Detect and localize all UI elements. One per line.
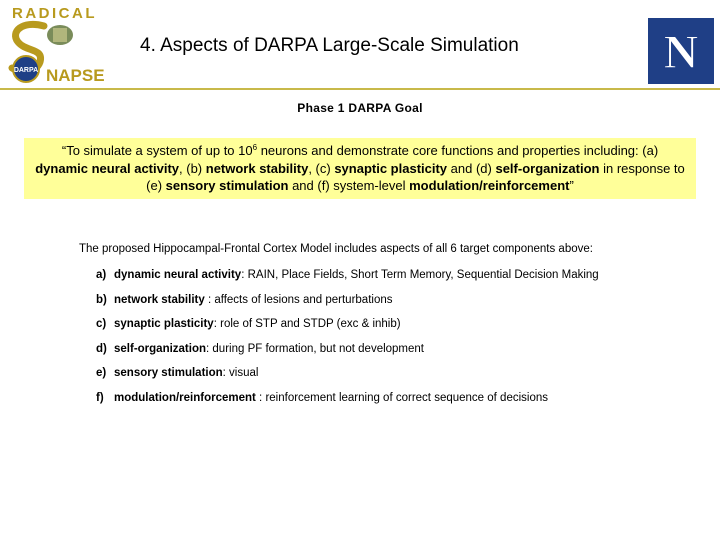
- synapse-logo: [4, 2, 114, 86]
- goal-term-plasticity: synaptic plasticity: [334, 160, 448, 176]
- component-list: [96, 269, 599, 417]
- list-term: sensory stimulation: [114, 367, 223, 380]
- list-letter: a): [96, 269, 107, 281]
- list-item: [96, 392, 599, 417]
- goal-exponent: 6: [252, 143, 258, 152]
- goal-term-modulation: modulation/reinforcement: [409, 178, 570, 193]
- list-letter: c): [96, 318, 107, 331]
- goal-quote-box: [24, 138, 696, 199]
- list-detail: : during PF formation, but not development: [206, 342, 424, 355]
- goal-term-stability: network stability: [205, 160, 309, 176]
- list-letter: b): [96, 293, 107, 306]
- goal-text-5: and (d): [447, 160, 496, 176]
- goal-label: Phase 1 DARPA Goal: [297, 101, 423, 115]
- chip-icon: [53, 28, 67, 42]
- list-detail: : affects of lesions and perturbations: [204, 293, 393, 306]
- model-intro: The proposed Hippocampal-Frontal Cortex Model includes aspects of all 6 target components above:: [79, 243, 593, 255]
- list-item: [96, 367, 599, 392]
- goal-text-4: , (c): [308, 160, 335, 176]
- logo-bottom-text: NAPSE: [46, 66, 105, 85]
- list-letter: d): [96, 342, 107, 355]
- list-detail: : reinforcement learning of correct sequence of decisions: [255, 391, 548, 404]
- list-detail: : RAIN, Place Fields, Short Term Memory, Sequential Decision Making: [241, 269, 599, 281]
- list-item: [96, 343, 599, 368]
- page-title: 4. Aspects of DARPA Large-Scale Simulation: [140, 35, 519, 56]
- goal-text-7: and (f) system-level: [288, 178, 410, 193]
- list-detail: : visual: [222, 367, 259, 380]
- list-letter: f): [96, 391, 104, 404]
- list-item: [96, 318, 599, 343]
- university-logo-letter: N: [663, 26, 699, 79]
- goal-text-1: To simulate a system of up to 10: [66, 143, 253, 158]
- goal-term-dynamic: dynamic neural activity: [35, 160, 180, 176]
- header-divider: [0, 88, 720, 90]
- goal-close-quote: ”: [569, 178, 574, 193]
- list-term: network stability: [114, 293, 205, 306]
- goal-text-6: in response to (e): [146, 160, 685, 193]
- list-letter: e): [96, 367, 107, 380]
- list-item: [96, 294, 599, 319]
- list-term: dynamic neural activity: [114, 269, 242, 281]
- goal-text-3: , (b): [179, 160, 206, 176]
- list-item: [96, 269, 599, 294]
- university-logo-graphic: [648, 18, 714, 84]
- list-term: self-organization: [114, 342, 207, 355]
- logo-top-text: RADICAL: [12, 5, 97, 22]
- synapse-logo-graphic: [4, 2, 114, 86]
- goal-term-self-org: self-organization: [495, 160, 600, 176]
- list-detail: : role of STP and STDP (exc & inhib): [213, 318, 401, 331]
- list-term: synaptic plasticity: [114, 318, 214, 331]
- university-logo: [648, 18, 714, 84]
- list-term: modulation/reinforcement: [114, 391, 256, 404]
- goal-open-quote: “: [61, 143, 67, 158]
- goal-term-sensory: sensory stimulation: [165, 178, 289, 193]
- logo-badge-text: DARPA: [13, 67, 39, 74]
- goal-text-2: neurons and demonstrate core functions and properties including: (a): [257, 143, 659, 158]
